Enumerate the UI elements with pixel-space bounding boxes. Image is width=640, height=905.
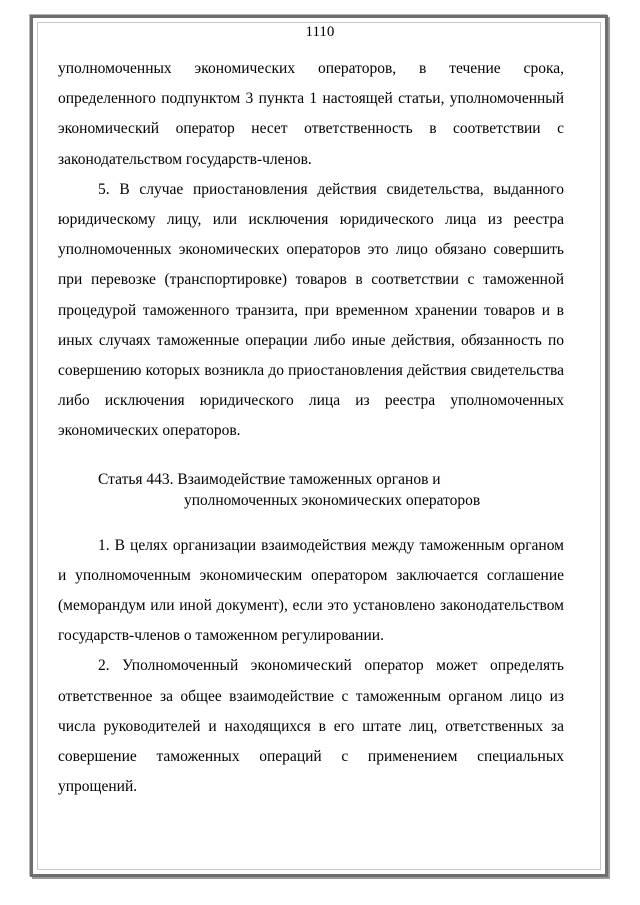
article-heading-line-2: уполномоченных экономических операторов <box>184 491 481 509</box>
document-body <box>58 54 564 802</box>
paragraph-continued: уполномоченных экономических операторов, в течение срока, определенного подпунктом 3 пункта 1 настоящей статьи, уполномоченный экономический оператор несет ответственность в соответствии с законодательством государств-членов. <box>58 60 564 168</box>
article-heading-line-1: Статья 443. Взаимодействие таможенных органов и <box>98 470 441 488</box>
article-heading <box>58 469 564 511</box>
article-paragraph-2: 2. Уполномоченный экономический оператор может определять ответственное за общее взаимодействие с таможенным органом лицо из числа руководителей и находящихся в его штате лиц, ответственных за совершение таможенных операций с применением специальных упрощений. <box>58 657 564 796</box>
article-paragraph-1: 1. В целях организации взаимодействия между таможенным органом и уполномоченным экономическим оператором заключается соглашение (меморандум или иной документ), если это установлено законодательством государств-членов о таможенном регулировании. <box>58 536 564 645</box>
page-number: 1110 <box>305 24 335 40</box>
paragraph-5: 5. В случае приостановления действия свидетельства, выданного юридическому лицу, или исключения юридического лица из реестра уполномоченных экономических операторов это лицо обязано совершить при перевозке (транспортировке) товаров в соответствии с таможенной процедурой таможенного транзита, при временном хранении товаров и в иных случаях таможенные операции либо иные действия, обязанность по совершению которых возникла до приостановления действия свидетельства либо исключения юридического лица из реестра уполномоченных экономических операторов. <box>58 180 564 440</box>
